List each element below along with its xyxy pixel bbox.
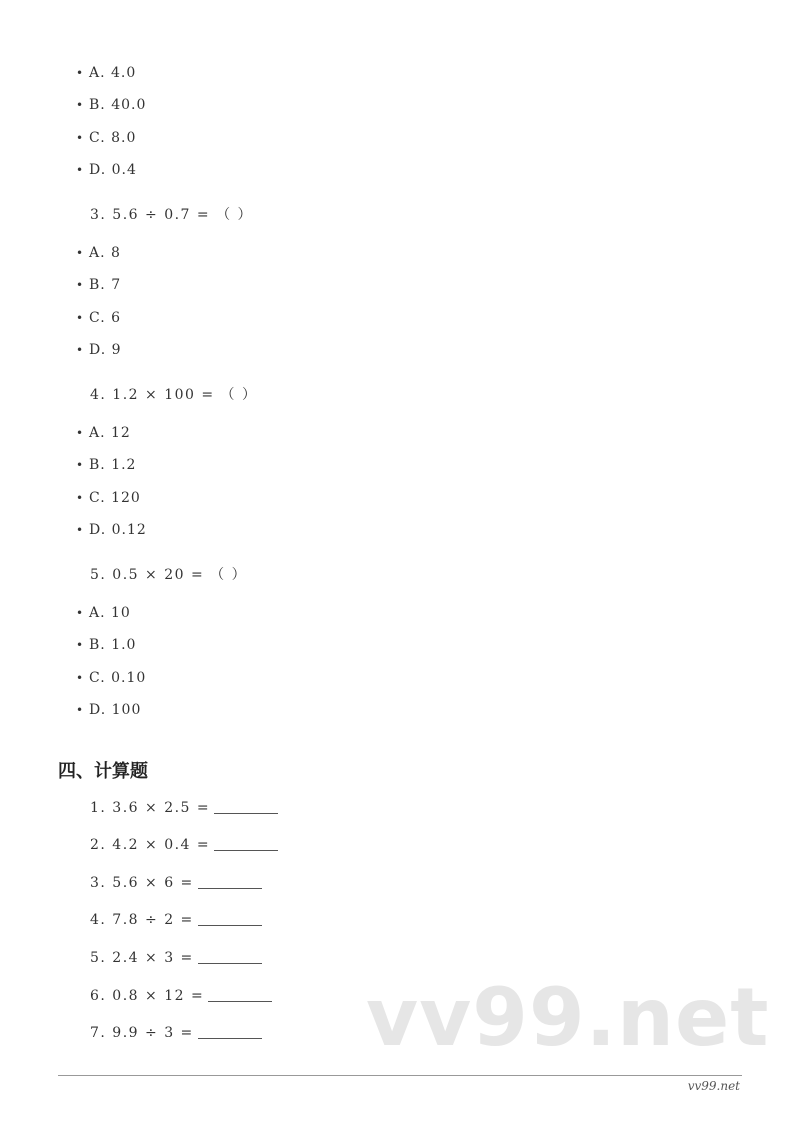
calc-item: [90, 1024, 262, 1042]
option-text: B. 1.2: [89, 457, 137, 473]
question-5: 5. 0.5 × 20 = （ ）: [90, 567, 248, 583]
calc-item: [90, 874, 262, 892]
list-item: [76, 701, 141, 719]
calc-item: [90, 987, 272, 1005]
list-item: [76, 521, 147, 539]
list-item: [76, 424, 131, 442]
question-3: 3. 5.6 ÷ 0.7 = （ ）: [90, 207, 254, 223]
answer-blank[interactable]: [198, 949, 262, 964]
question-4: 4. 1.2 × 100 = （ ）: [90, 387, 258, 403]
option-text: A. 12: [89, 425, 131, 441]
list-item: [76, 669, 146, 687]
bullet-icon: •: [76, 426, 85, 440]
bullet-icon: •: [76, 278, 85, 292]
section-heading: 四、计算题: [58, 761, 148, 782]
list-item: [76, 489, 141, 507]
calc-text: 6. 0.8 × 12 =: [90, 988, 205, 1004]
calc-item: [90, 836, 278, 854]
option-text: B. 40.0: [89, 97, 147, 113]
answer-blank[interactable]: [208, 987, 272, 1002]
list-item: [76, 636, 136, 654]
calc-item: [90, 799, 278, 817]
list-item: [76, 276, 121, 294]
list-item: [76, 64, 136, 82]
answer-blank[interactable]: [198, 911, 262, 926]
bullet-icon: •: [76, 638, 85, 652]
bullet-icon: •: [76, 98, 85, 112]
calc-text: 7. 9.9 ÷ 3 =: [90, 1025, 194, 1041]
option-text: B. 1.0: [89, 637, 137, 653]
option-text: A. 10: [89, 605, 131, 621]
option-text: C. 8.0: [89, 130, 137, 146]
option-text: D. 0.4: [89, 162, 137, 178]
option-text: B. 7: [89, 277, 122, 293]
answer-blank[interactable]: [214, 836, 278, 851]
option-text: A. 4.0: [89, 65, 137, 81]
bullet-icon: •: [76, 703, 85, 717]
list-item: [76, 341, 122, 359]
calc-text: 1. 3.6 × 2.5 =: [90, 800, 211, 816]
bullet-icon: •: [76, 491, 85, 505]
bullet-icon: •: [76, 311, 85, 325]
list-item: [76, 96, 146, 114]
calc-text: 3. 5.6 × 6 =: [90, 875, 194, 891]
bullet-icon: •: [76, 163, 85, 177]
list-item: [76, 161, 137, 179]
watermark: vv99.net: [366, 971, 770, 1064]
option-text: D. 0.12: [89, 522, 147, 538]
list-item: [76, 244, 121, 262]
option-text: D. 100: [89, 702, 142, 718]
calc-item: [90, 911, 262, 929]
bullet-icon: •: [76, 343, 85, 357]
option-text: C. 120: [89, 490, 141, 506]
footer-divider: [58, 1075, 742, 1076]
calc-text: 4. 7.8 ÷ 2 =: [90, 912, 194, 928]
list-item: [76, 604, 131, 622]
option-text: D. 9: [89, 342, 122, 358]
bullet-icon: •: [76, 246, 85, 260]
calc-text: 2. 4.2 × 0.4 =: [90, 837, 211, 853]
bullet-icon: •: [76, 606, 85, 620]
bullet-icon: •: [76, 671, 85, 685]
answer-blank[interactable]: [198, 1024, 262, 1039]
bullet-icon: •: [76, 66, 85, 80]
bullet-icon: •: [76, 131, 85, 145]
list-item: [76, 456, 136, 474]
bullet-icon: •: [76, 458, 85, 472]
option-text: A. 8: [89, 245, 121, 261]
option-text: C. 6: [89, 310, 122, 326]
calc-item: [90, 949, 262, 967]
list-item: [76, 129, 136, 147]
answer-blank[interactable]: [214, 799, 278, 814]
calc-text: 5. 2.4 × 3 =: [90, 950, 194, 966]
answer-blank[interactable]: [198, 874, 262, 889]
bullet-icon: •: [76, 523, 85, 537]
footer-site: vv99.net: [687, 1079, 740, 1093]
list-item: [76, 309, 121, 327]
option-text: C. 0.10: [89, 670, 147, 686]
